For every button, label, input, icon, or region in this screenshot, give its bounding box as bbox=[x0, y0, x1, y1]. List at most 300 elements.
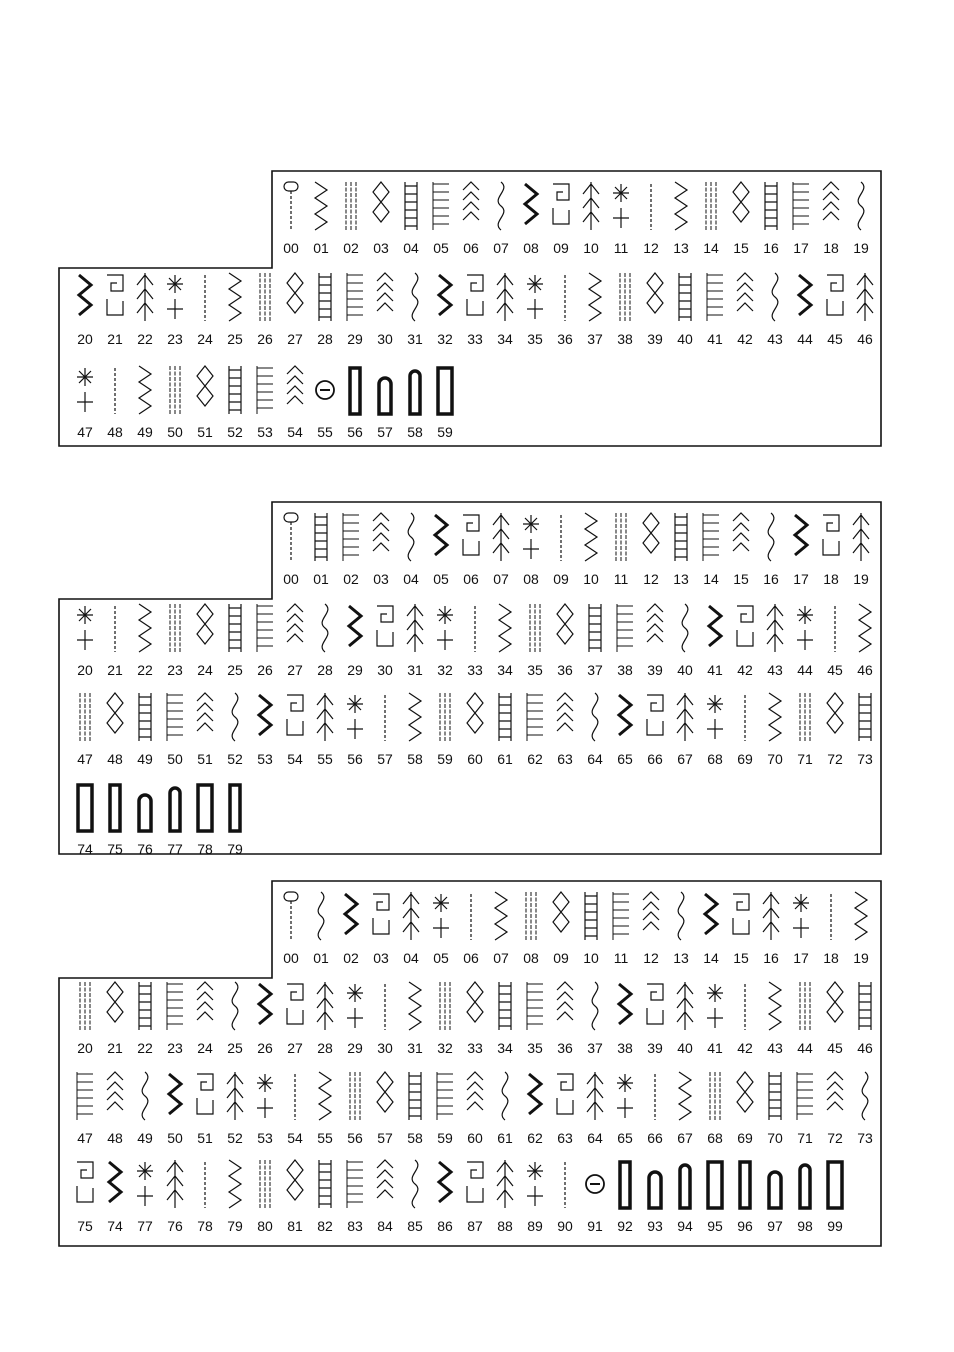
stitch-pattern-line bbox=[737, 273, 753, 311]
stitch-31-icon bbox=[403, 602, 427, 656]
stitch-07-icon bbox=[489, 890, 513, 944]
stitch-03-icon bbox=[369, 511, 393, 565]
stitch-pattern-line bbox=[439, 1162, 451, 1202]
stitch-number: 40 bbox=[677, 1040, 693, 1056]
stitch-number: 78 bbox=[197, 841, 213, 857]
stitch-number: 14 bbox=[703, 240, 719, 256]
stitch-pattern-line bbox=[799, 275, 811, 315]
stitch-pattern-line bbox=[287, 1160, 303, 1200]
stitch-pattern-line bbox=[109, 1162, 121, 1202]
stitch-14-icon bbox=[699, 890, 723, 944]
stitch-19 bbox=[846, 180, 876, 260]
stitch-pattern-line bbox=[437, 1072, 453, 1120]
stitch-number: 60 bbox=[467, 751, 483, 767]
stitch-number: 21 bbox=[107, 662, 123, 678]
stitch-09-icon bbox=[549, 890, 573, 944]
stitch-number: 75 bbox=[77, 1218, 93, 1234]
stitch-pattern-line bbox=[525, 184, 537, 224]
stitch-12-icon bbox=[639, 511, 663, 565]
stitch-pattern-line bbox=[733, 894, 749, 934]
stitch-28-icon bbox=[313, 980, 337, 1034]
stitch-pattern-line bbox=[703, 513, 719, 561]
stitch-number: 26 bbox=[257, 1040, 273, 1056]
stitch-number: 55 bbox=[317, 424, 333, 440]
stitch-number: 12 bbox=[643, 571, 659, 587]
stitch-number: 27 bbox=[287, 662, 303, 678]
stitch-pattern-line bbox=[412, 273, 418, 321]
stitch-pattern-line bbox=[707, 984, 723, 1028]
stitch-90-icon bbox=[553, 1158, 577, 1212]
stitch-pattern-line bbox=[677, 982, 693, 1030]
stitch-32-icon bbox=[433, 271, 457, 325]
stitch-27-icon bbox=[283, 980, 307, 1034]
stitch-56-icon bbox=[343, 691, 367, 745]
stitch-30-icon bbox=[373, 602, 397, 656]
stitch-number: 19 bbox=[853, 950, 869, 966]
stitch-number: 44 bbox=[797, 331, 813, 347]
stitch-pattern-line bbox=[557, 693, 573, 731]
stitch-20-icon bbox=[73, 271, 97, 325]
stitch-number: 15 bbox=[733, 571, 749, 587]
stitch-number: 69 bbox=[737, 751, 753, 767]
stitch-71-icon bbox=[793, 691, 817, 745]
stitch-number: 48 bbox=[107, 424, 123, 440]
stitch-number: 69 bbox=[737, 1130, 753, 1146]
stitch-52-icon bbox=[223, 1070, 247, 1124]
stitch-27-icon bbox=[283, 271, 307, 325]
stitch-pattern-line bbox=[772, 273, 778, 321]
stitch-pattern-line bbox=[318, 892, 324, 940]
stitch-47-icon bbox=[73, 364, 97, 418]
needle-position-marker bbox=[284, 182, 298, 191]
stitch-number: 90 bbox=[557, 1218, 573, 1234]
stitch-number: 98 bbox=[797, 1218, 813, 1234]
stitch-04-icon bbox=[399, 890, 423, 944]
stitch-number: 63 bbox=[557, 751, 573, 767]
stitch-pattern-line bbox=[319, 1160, 331, 1208]
stitch-pattern-line bbox=[107, 982, 123, 1022]
stitch-36-icon bbox=[553, 271, 577, 325]
stitch-number: 67 bbox=[677, 751, 693, 767]
stitch-pattern-line bbox=[257, 1074, 273, 1118]
stitch-35-icon bbox=[523, 602, 547, 656]
stitch-pattern-line bbox=[613, 892, 629, 940]
stitch-74-icon bbox=[103, 1158, 127, 1212]
stitch-09-icon bbox=[549, 511, 573, 565]
stitch-pattern-line bbox=[527, 693, 543, 741]
stitch-pattern-line bbox=[499, 604, 511, 652]
stitch-48-icon bbox=[103, 1070, 127, 1124]
stitch-60-icon bbox=[463, 1070, 487, 1124]
stitch-pattern-line bbox=[643, 513, 659, 553]
stitch-pattern-line bbox=[858, 182, 864, 230]
stitch-number: 76 bbox=[137, 841, 153, 857]
stitch-02-icon bbox=[339, 180, 363, 234]
stitch-number: 33 bbox=[467, 1040, 483, 1056]
stitch-26-icon bbox=[253, 602, 277, 656]
stitch-number: 73 bbox=[857, 751, 873, 767]
stitch-number: 18 bbox=[823, 950, 839, 966]
stitch-number: 13 bbox=[673, 950, 689, 966]
stitch-number: 15 bbox=[733, 240, 749, 256]
stitch-pattern-line bbox=[377, 273, 393, 311]
stitch-pattern-line bbox=[260, 1160, 270, 1208]
stitch-pattern-line bbox=[347, 695, 363, 739]
stitch-03-icon bbox=[369, 180, 393, 234]
buttonhole-shape bbox=[410, 371, 420, 414]
stitch-number: 39 bbox=[647, 662, 663, 678]
stitch-number: 79 bbox=[227, 1218, 243, 1234]
stitch-13-icon bbox=[669, 511, 693, 565]
stitch-pattern-line bbox=[707, 695, 723, 739]
stitch-number: 56 bbox=[347, 1130, 363, 1146]
stitch-number: 45 bbox=[827, 662, 843, 678]
stitch-15-icon bbox=[729, 511, 753, 565]
stitch-pattern-line bbox=[795, 515, 807, 555]
stitch-number: 56 bbox=[347, 424, 363, 440]
stitch-number: 50 bbox=[167, 751, 183, 767]
stitch-number: 60 bbox=[467, 1130, 483, 1146]
stitch-79-icon bbox=[223, 781, 247, 835]
stitch-29-icon bbox=[343, 602, 367, 656]
stitch-number: 42 bbox=[737, 1040, 753, 1056]
stitch-number: 16 bbox=[763, 240, 779, 256]
stitch-46 bbox=[850, 602, 880, 682]
stitch-number: 04 bbox=[403, 240, 419, 256]
stitch-number: 51 bbox=[197, 424, 213, 440]
stitch-number: 45 bbox=[827, 1040, 843, 1056]
stitch-number: 06 bbox=[463, 950, 479, 966]
stitch-pattern-line bbox=[408, 513, 414, 561]
stitch-18-icon bbox=[819, 511, 843, 565]
stitch-number: 05 bbox=[433, 571, 449, 587]
stitch-number: 03 bbox=[373, 950, 389, 966]
stitch-65-icon bbox=[613, 691, 637, 745]
stitch-number: 20 bbox=[77, 662, 93, 678]
stitch-number: 16 bbox=[763, 950, 779, 966]
stitch-number: 45 bbox=[827, 331, 843, 347]
stitch-number: 65 bbox=[617, 751, 633, 767]
stitch-number: 57 bbox=[377, 1130, 393, 1146]
stitch-pattern-line bbox=[259, 984, 271, 1024]
stitch-pattern-line bbox=[77, 368, 93, 412]
stitch-94-icon bbox=[673, 1158, 697, 1212]
stitch-pattern-line bbox=[587, 1072, 603, 1120]
stitch-number: 40 bbox=[677, 331, 693, 347]
stitch-41-icon bbox=[703, 980, 727, 1034]
stitch-06-icon bbox=[459, 511, 483, 565]
stitch-number: 80 bbox=[257, 1218, 273, 1234]
stitch-pattern-line bbox=[197, 366, 213, 406]
stitch-number: 59 bbox=[437, 751, 453, 767]
stitch-92-icon bbox=[613, 1158, 637, 1212]
stitch-37-icon bbox=[583, 980, 607, 1034]
stitch-66-icon bbox=[643, 1070, 667, 1124]
stitch-number: 57 bbox=[377, 424, 393, 440]
stitch-number: 04 bbox=[403, 571, 419, 587]
stitch-number: 72 bbox=[827, 751, 843, 767]
stitch-64-icon bbox=[583, 1070, 607, 1124]
stitch-34-icon bbox=[493, 602, 517, 656]
stitch-40-icon bbox=[673, 980, 697, 1034]
stitch-number: 24 bbox=[197, 331, 213, 347]
buttonhole-shape bbox=[139, 795, 151, 831]
stitch-pattern-line bbox=[373, 513, 389, 551]
stitch-pattern-line bbox=[377, 1072, 393, 1112]
stitch-pattern-line bbox=[107, 1072, 123, 1110]
stitch-pattern-line bbox=[527, 1162, 543, 1206]
stitch-pattern-line bbox=[797, 606, 813, 650]
stitch-number: 99 bbox=[827, 1218, 843, 1234]
stitch-pattern-line bbox=[592, 982, 598, 1030]
stitch-number: 28 bbox=[317, 662, 333, 678]
stitch-number: 44 bbox=[797, 1040, 813, 1056]
stitch-number: 56 bbox=[347, 751, 363, 767]
stitch-29-icon bbox=[343, 980, 367, 1034]
stitch-49-icon bbox=[133, 1070, 157, 1124]
stitch-pattern-line bbox=[435, 515, 447, 555]
stitch-45-icon bbox=[823, 980, 847, 1034]
stitch-08-icon bbox=[519, 180, 543, 234]
stitch-pattern-line bbox=[705, 894, 717, 934]
stitch-number: 47 bbox=[77, 751, 93, 767]
stitch-00-icon bbox=[279, 511, 303, 565]
stitch-07-icon bbox=[489, 511, 513, 565]
stitch-86-icon bbox=[433, 1158, 457, 1212]
buttonhole-shape bbox=[620, 1162, 630, 1208]
stitch-73-icon bbox=[853, 691, 877, 745]
stitch-pattern-line bbox=[800, 982, 810, 1030]
stitch-number: 68 bbox=[707, 751, 723, 767]
stitch-number: 36 bbox=[557, 662, 573, 678]
stitch-53-icon bbox=[253, 1070, 277, 1124]
stitch-69-icon bbox=[733, 1070, 757, 1124]
stitch-76-icon bbox=[133, 781, 157, 835]
stitch-24-icon bbox=[193, 980, 217, 1034]
stitch-10-icon bbox=[579, 511, 603, 565]
stitch-pattern-line bbox=[467, 693, 483, 733]
stitch-81-icon bbox=[283, 1158, 307, 1212]
stitch-00-icon bbox=[279, 180, 303, 234]
stitch-number: 26 bbox=[257, 662, 273, 678]
stitch-pattern-line bbox=[319, 1072, 331, 1120]
stitch-number: 66 bbox=[647, 1130, 663, 1146]
stitch-51-icon bbox=[193, 364, 217, 418]
stitch-19 bbox=[846, 511, 876, 591]
stitch-pattern-line bbox=[707, 273, 723, 321]
stitch-01-icon bbox=[309, 511, 333, 565]
stitch-number: 12 bbox=[643, 240, 659, 256]
stitch-number: 64 bbox=[587, 751, 603, 767]
stitch-number: 23 bbox=[167, 331, 183, 347]
stitch-02-icon bbox=[339, 511, 363, 565]
stitch-55-icon bbox=[313, 364, 337, 418]
stitch-number: 25 bbox=[227, 331, 243, 347]
stitch-number: 16 bbox=[763, 571, 779, 587]
stitch-71-icon bbox=[793, 1070, 817, 1124]
stitch-number: 46 bbox=[857, 331, 873, 347]
stitch-pattern-line bbox=[139, 366, 151, 414]
stitch-pattern-line bbox=[823, 182, 839, 220]
stitch-87-icon bbox=[463, 1158, 487, 1212]
stitch-number: 49 bbox=[137, 1130, 153, 1146]
stitch-number: 53 bbox=[257, 1130, 273, 1146]
stitch-pattern-line bbox=[142, 1072, 148, 1120]
stitch-number: 64 bbox=[587, 1130, 603, 1146]
stitch-pattern-line bbox=[769, 982, 781, 1030]
stitch-number: 28 bbox=[317, 331, 333, 347]
stitch-number: 53 bbox=[257, 751, 273, 767]
stitch-pattern-line bbox=[857, 273, 873, 321]
stitch-40-icon bbox=[673, 602, 697, 656]
stitch-number: 70 bbox=[767, 751, 783, 767]
stitch-24-icon bbox=[193, 271, 217, 325]
stitch-pattern-line bbox=[347, 1160, 363, 1208]
stitch-15-icon bbox=[729, 890, 753, 944]
stitch-pattern-line bbox=[287, 366, 303, 404]
stitch-pattern-line bbox=[287, 695, 303, 735]
stitch-84-icon bbox=[373, 1158, 397, 1212]
stitch-pattern-line bbox=[647, 604, 663, 642]
stitch-number: 77 bbox=[137, 1218, 153, 1234]
stitch-number: 58 bbox=[407, 424, 423, 440]
stitch-number: 48 bbox=[107, 751, 123, 767]
stitch-50-icon bbox=[163, 691, 187, 745]
stitch-number: 02 bbox=[343, 240, 359, 256]
stitch-48-icon bbox=[103, 691, 127, 745]
stitch-pattern-line bbox=[259, 695, 271, 735]
stitch-pattern-line bbox=[170, 366, 180, 414]
stitch-74-icon bbox=[73, 781, 97, 835]
stitch-pattern-line bbox=[827, 693, 843, 733]
stitch-pattern-line bbox=[497, 273, 513, 321]
stitch-pattern-line bbox=[677, 693, 693, 741]
stitch-pattern-line bbox=[710, 1072, 720, 1120]
stitch-pattern-line bbox=[585, 892, 597, 940]
stitch-number: 30 bbox=[377, 331, 393, 347]
stitch-number: 02 bbox=[343, 571, 359, 587]
stitch-78-icon bbox=[193, 1158, 217, 1212]
stitch-pattern-line bbox=[409, 982, 421, 1030]
stitch-20-icon bbox=[73, 980, 97, 1034]
stitch-62-icon bbox=[523, 691, 547, 745]
stitch-38-icon bbox=[613, 271, 637, 325]
stitch-36-icon bbox=[553, 602, 577, 656]
stitch-number: 13 bbox=[673, 571, 689, 587]
stitch-pattern-line bbox=[557, 604, 573, 644]
stitch-number: 42 bbox=[737, 662, 753, 678]
stitch-67-icon bbox=[673, 691, 697, 745]
stitch-pattern-line bbox=[167, 1160, 183, 1208]
stitch-31-icon bbox=[403, 271, 427, 325]
stitch-79-icon bbox=[223, 1158, 247, 1212]
stitch-number: 61 bbox=[497, 751, 513, 767]
buttonhole-shape bbox=[198, 785, 212, 831]
stitch-pattern-line bbox=[232, 693, 238, 741]
stitch-34-icon bbox=[493, 271, 517, 325]
stitch-pattern-line bbox=[862, 1072, 868, 1120]
stitch-number: 41 bbox=[707, 331, 723, 347]
stitch-pattern-line bbox=[409, 693, 421, 741]
stitch-pattern-line bbox=[347, 273, 363, 321]
stitch-16-icon bbox=[759, 511, 783, 565]
stitch-53-icon bbox=[253, 691, 277, 745]
stitch-pattern-line bbox=[405, 182, 417, 230]
stitch-pattern-line bbox=[675, 182, 687, 230]
stitch-73 bbox=[850, 691, 880, 771]
stitch-pattern-line bbox=[589, 604, 601, 652]
stitch-number: 47 bbox=[77, 1130, 93, 1146]
stitch-54-icon bbox=[283, 691, 307, 745]
stitch-08-icon bbox=[519, 890, 543, 944]
stitch-number: 79 bbox=[227, 841, 243, 857]
stitch-43-icon bbox=[763, 980, 787, 1034]
stitch-10-icon bbox=[579, 890, 603, 944]
stitch-60-icon bbox=[463, 691, 487, 745]
stitch-pattern-line bbox=[319, 273, 331, 321]
stitch-54-icon bbox=[283, 364, 307, 418]
stitch-15-icon bbox=[729, 180, 753, 234]
stitch-pattern-line bbox=[440, 982, 450, 1030]
stitch-25-icon bbox=[223, 271, 247, 325]
stitch-number: 09 bbox=[553, 950, 569, 966]
stitch-number: 24 bbox=[197, 1040, 213, 1056]
buttonhole-shape bbox=[740, 1162, 750, 1208]
buttonhole-shape bbox=[649, 1172, 661, 1208]
stitch-73-icon bbox=[853, 1070, 877, 1124]
stitch-91-icon bbox=[583, 1158, 607, 1212]
stitch-pattern-line bbox=[463, 182, 479, 220]
stitch-99-icon bbox=[823, 1158, 847, 1212]
stitch-pattern-line bbox=[493, 513, 509, 561]
stitch-number: 08 bbox=[523, 950, 539, 966]
stitch-58-icon bbox=[403, 364, 427, 418]
stitch-number: 10 bbox=[583, 571, 599, 587]
stitch-pattern-line bbox=[499, 693, 511, 741]
stitch-number: 88 bbox=[497, 1218, 513, 1234]
buttonhole-shape bbox=[680, 1165, 690, 1208]
stitch-number: 61 bbox=[497, 1130, 513, 1146]
stitch-number: 52 bbox=[227, 424, 243, 440]
stitch-pattern-line bbox=[526, 892, 536, 940]
stitch-number: 12 bbox=[643, 950, 659, 966]
stitch-73 bbox=[850, 1070, 880, 1150]
stitch-35-icon bbox=[523, 271, 547, 325]
stitch-pattern-line bbox=[733, 182, 749, 222]
stitch-66-icon bbox=[643, 691, 667, 745]
stitch-number: 62 bbox=[527, 1130, 543, 1146]
stitch-number: 49 bbox=[137, 751, 153, 767]
stitch-57-icon bbox=[373, 364, 397, 418]
stitch-89-icon bbox=[523, 1158, 547, 1212]
stitch-number: 03 bbox=[373, 571, 389, 587]
stitch-41-icon bbox=[703, 271, 727, 325]
stitch-26-icon bbox=[253, 980, 277, 1034]
stitch-number: 19 bbox=[853, 571, 869, 587]
stitch-36-icon bbox=[553, 980, 577, 1034]
stitch-28-icon bbox=[313, 602, 337, 656]
stitch-pattern-line bbox=[437, 606, 453, 650]
stitch-number: 59 bbox=[437, 1130, 453, 1146]
stitch-37-icon bbox=[583, 602, 607, 656]
stitch-number: 41 bbox=[707, 662, 723, 678]
stitch-pattern-line bbox=[859, 604, 871, 652]
stitch-number: 92 bbox=[617, 1218, 633, 1234]
stitch-number: 07 bbox=[493, 240, 509, 256]
stitch-number: 71 bbox=[797, 1130, 813, 1146]
stitch-pattern-line bbox=[643, 892, 659, 930]
stitch-pattern-line bbox=[679, 273, 691, 321]
